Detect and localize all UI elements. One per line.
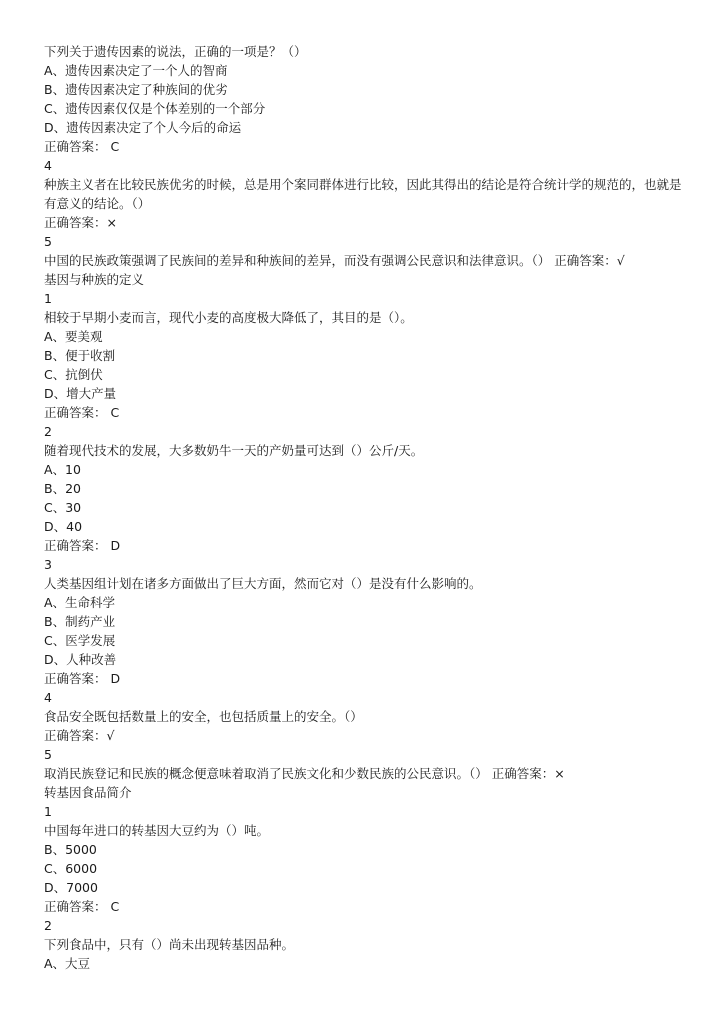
section-title: 基因与种族的定义 [44,272,145,287]
question-text: 随着现代技术的发展，大多数奶牛一天的产奶量可达到（）公斤/天。 [44,443,424,458]
question-number: 2 [44,424,52,439]
correct-answer: 正确答案：× [44,215,117,230]
option-b: B、5000 [44,842,97,857]
option-d: D、人种改善 [44,652,117,667]
section-title: 转基因食品简介 [44,785,132,800]
option-d: D、7000 [44,880,98,895]
question-text: 下列关于遗传因素的说法，正确的一项是？（） [44,44,307,59]
option-a: A、10 [44,462,81,477]
correct-answer: 正确答案： C [44,405,120,420]
correct-answer: 正确答案： C [44,899,120,914]
option-c: C、抗倒伏 [44,367,103,382]
option-a: A、要美观 [44,329,103,344]
question-text: 相较于早期小麦而言，现代小麦的高度极大降低了，其目的是（）。 [44,310,413,325]
option-b: B、制药产业 [44,614,116,629]
option-c: C、医学发展 [44,633,116,648]
option-d: D、增大产量 [44,386,117,401]
question-number: 5 [44,234,52,249]
option-b: B、20 [44,481,81,496]
question-number: 1 [44,291,52,306]
document-body [44,42,684,973]
question-number: 3 [44,557,52,572]
question-text-with-answer: 取消民族登记和民族的概念便意味着取消了民族文化和少数民族的公民意识。（） 正确答案：× [44,766,565,781]
question-number: 5 [44,747,52,762]
option-a: A、生命科学 [44,595,116,610]
question-number: 4 [44,158,52,173]
question-number: 4 [44,690,52,705]
option-d: D、遗传因素决定了个人今后的命运 [44,120,242,135]
correct-answer: 正确答案： C [44,139,120,154]
question-text: 种族主义者在比较民族优劣的时候，总是用个案同群体进行比较，因此其得出的结论是符合统计学的规范的，也就是有意义的结论。（） [44,177,682,211]
correct-answer: 正确答案： D [44,671,121,686]
question-text-with-answer: 中国的民族政策强调了民族间的差异和种族间的差异，而没有强调公民意识和法律意识。（） 正确答案：√ [44,253,625,268]
question-text: 食品安全既包括数量上的安全，也包括质量上的安全。（） [44,709,363,724]
option-d: D、40 [44,519,83,534]
correct-answer: 正确答案：√ [44,728,115,743]
question-number: 1 [44,804,52,819]
question-text: 中国每年进口的转基因大豆约为（）吨。 [44,823,270,838]
option-a: A、遗传因素决定了一个人的智商 [44,63,228,78]
option-b: B、遗传因素决定了种族间的优劣 [44,82,228,97]
question-text: 下列食品中，只有（）尚未出现转基因品种。 [44,937,295,952]
option-c: C、遗传因素仅仅是个体差别的一个部分 [44,101,266,116]
option-c: C、6000 [44,861,98,876]
question-number: 2 [44,918,52,933]
option-b: B、便于收割 [44,348,116,363]
correct-answer: 正确答案： D [44,538,121,553]
option-c: C、30 [44,500,82,515]
question-text: 人类基因组计划在诸多方面做出了巨大方面，然而它对（）是没有什么影响的。 [44,576,482,591]
option-a: A、大豆 [44,956,91,971]
